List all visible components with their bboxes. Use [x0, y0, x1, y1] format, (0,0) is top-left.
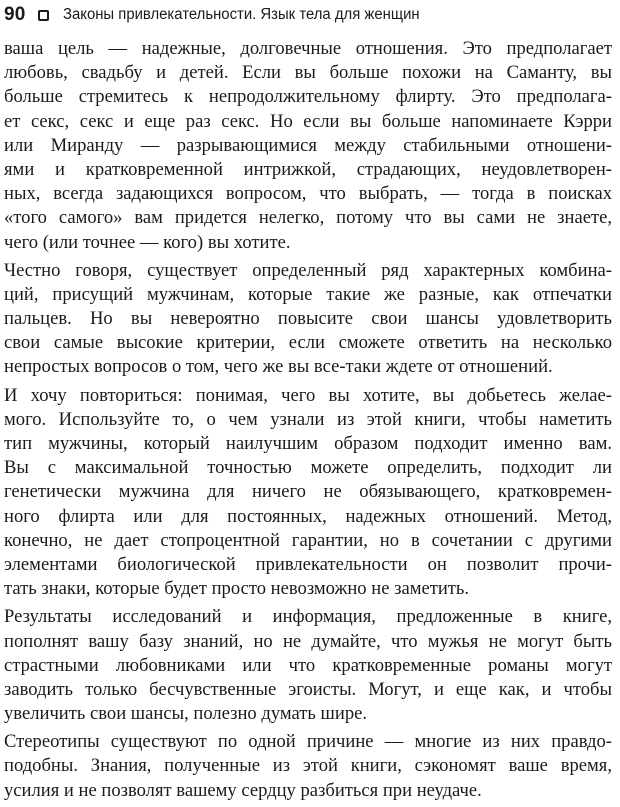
text-line: генетически мужчина для ничего не обязывающего, кратковремен-	[4, 481, 612, 503]
text-line: тать знаки, которые будет просто невозможно не заметить.	[4, 578, 470, 600]
text-line: ных, всегда задающихся вопросом, что выбрать, — тогда в поисках	[4, 183, 612, 205]
paragraph	[4, 384, 612, 602]
running-header	[4, 2, 434, 28]
page-number: 90	[4, 4, 26, 25]
body-text	[4, 37, 612, 807]
text-line: «того самого» вам придется нелегко, потому что вы сами не знаете,	[4, 207, 612, 229]
square-bullet-icon	[38, 10, 49, 21]
paragraph	[4, 37, 612, 255]
text-line: Честно говоря, существует определенный ряд характерных комбина-	[4, 259, 612, 281]
text-line: тип мужчины, который наилучшим образом подходит именно вам.	[4, 433, 612, 454]
text-line: увеличить свои шансы, полезно думать шире.	[4, 703, 368, 725]
text-line: любовь, свадьбу и детей. Если вы больше похожи на Саманту, вы	[4, 62, 612, 84]
text-line: заводить только бесчувственные эгоисты. Могут, и еще как, и чтобы	[4, 678, 612, 700]
text-line: Результаты исследований и информация, предложенные в книге,	[4, 606, 612, 628]
text-line: усилия и не позволят вашему сердцу разбиться при неудаче.	[4, 779, 482, 801]
text-line: свои самые высокие критерии, если сможете ответить на несколько	[4, 332, 612, 354]
text-line: страстными любовниками или что кратковременные романы могут	[4, 654, 612, 676]
text-line: И хочу повториться: понимая, чего вы хотите, вы добьетесь желае-	[4, 384, 612, 406]
text-line: Вы с максимальной точностью можете определить, подходит ли	[4, 457, 612, 479]
text-line: элементами биологической привлекательности он позволит прочи-	[4, 553, 612, 575]
text-line: ций, присущий мужчинам, которые такие же разные, как отпечатки	[4, 283, 612, 305]
text-line: подобны. Знания, полученные из этой книги, сэкономят ваше время,	[4, 755, 612, 777]
text-line: больше стремитесь к непродолжительному флирту. Это предполага-	[4, 86, 612, 108]
text-line: пополнят вашу базу знаний, но не думайте, что мужья не могут быть	[4, 630, 612, 652]
text-line: ваша цель — надежные, долговечные отношения. Это предполагает	[4, 38, 612, 59]
text-line: ями и кратковременной интрижкой, страдающих, неудовлетворен-	[4, 158, 612, 180]
paragraph	[4, 605, 612, 726]
text-line: пальцев. Но вы невероятно повысите свои шансы удовлетворить	[4, 308, 612, 330]
text-line: чего (или точнее — кого) вы хотите.	[4, 231, 291, 253]
text-line: ет секс, секс и еще раз секс. Но если вы больше напоминаете Кэрри	[4, 110, 612, 132]
paragraph	[4, 730, 612, 803]
text-line: или Миранду — разрывающимися между стабильными отношени-	[4, 134, 612, 156]
text-line: мого. Используйте то, о чем узнали из этой книги, чтобы наметить	[4, 408, 612, 430]
text-line: непростых вопросов о том, чего же вы все-таки ждете от отношений.	[4, 356, 553, 378]
text-line: Стереотипы существуют по одной причине — многие из них правдо-	[4, 731, 612, 753]
running-title: Законы привлекательности. Язык тела для женщин	[62, 6, 420, 23]
text-line: ного флирта или для постоянных, надежных отношений. Метод,	[4, 505, 612, 527]
text-line: конечно, не дает стопроцентной гарантии, но в сочетании с другими	[4, 529, 612, 551]
paragraph	[4, 259, 612, 380]
